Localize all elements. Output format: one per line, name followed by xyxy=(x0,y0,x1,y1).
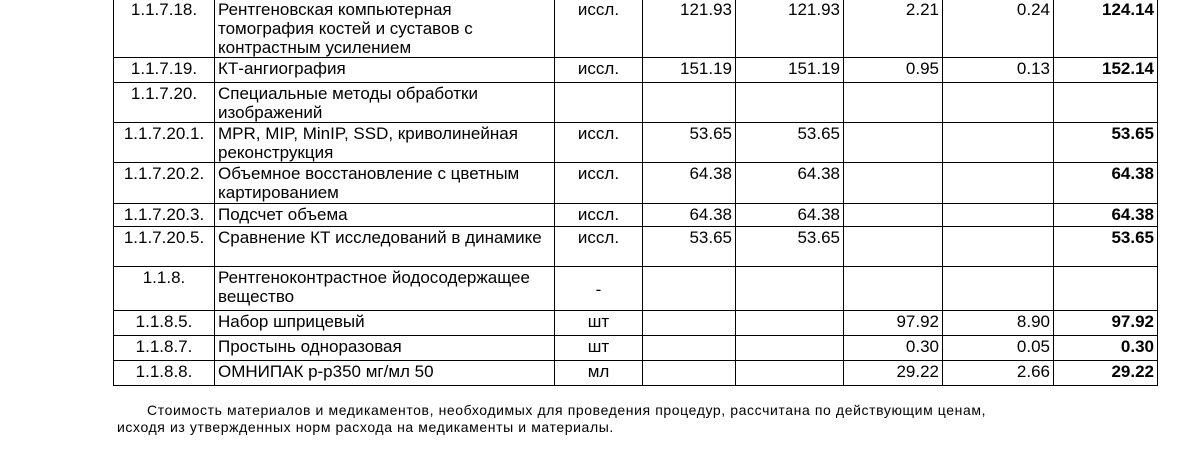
row-value-1: 64.38 xyxy=(643,204,736,227)
row-value-4 xyxy=(943,267,1054,311)
row-value-1: 64.38 xyxy=(643,163,736,204)
row-value-3: 2.21 xyxy=(844,0,943,58)
row-unit: иссл. xyxy=(555,163,643,204)
row-value-2: 64.38 xyxy=(736,163,844,204)
row-value-4 xyxy=(943,123,1054,163)
row-name: Рентгеноконтрастное йодосодержащее вещество xyxy=(215,267,555,311)
row-value-1 xyxy=(643,83,736,123)
footnote-line-1: Стоимость материалов и медикаментов, необходимых для проведения процедур, рассчитана по действующим ценам, xyxy=(147,402,987,418)
row-total: 97.92 xyxy=(1054,311,1158,336)
row-value-1 xyxy=(643,336,736,361)
row-value-1: 53.65 xyxy=(643,123,736,163)
row-unit: иссл. xyxy=(555,227,643,267)
row-total: 53.65 xyxy=(1054,227,1158,267)
row-value-2 xyxy=(736,83,844,123)
row-value-2: 53.65 xyxy=(736,227,844,267)
row-value-1 xyxy=(643,361,736,386)
row-value-3 xyxy=(844,83,943,123)
row-total: 64.38 xyxy=(1054,163,1158,204)
row-value-4: 0.24 xyxy=(943,0,1054,58)
row-name: Специальные методы обработки изображений xyxy=(215,83,555,123)
row-value-1: 151.19 xyxy=(643,58,736,83)
row-value-3 xyxy=(844,267,943,311)
row-value-4 xyxy=(943,204,1054,227)
row-value-3 xyxy=(844,163,943,204)
row-name: Набор шприцевый xyxy=(215,311,555,336)
table-row xyxy=(114,361,1158,386)
row-value-4: 0.13 xyxy=(943,58,1054,83)
table-row xyxy=(114,163,1158,204)
footnote-line-2: исходя из утвержденных норм расхода на медикаменты и материалы. xyxy=(117,419,614,435)
row-name: Простынь одноразовая xyxy=(215,336,555,361)
table-row xyxy=(114,58,1158,83)
table-row xyxy=(114,0,1158,58)
row-code: 1.1.7.20.5. xyxy=(114,227,215,267)
row-code: 1.1.7.20. xyxy=(114,83,215,123)
row-value-2: 121.93 xyxy=(736,0,844,58)
row-code: 1.1.7.19. xyxy=(114,58,215,83)
row-value-2 xyxy=(736,336,844,361)
row-code: 1.1.8. xyxy=(114,267,215,311)
row-unit: - xyxy=(555,267,643,311)
row-total xyxy=(1054,267,1158,311)
row-total: 64.38 xyxy=(1054,204,1158,227)
row-value-4 xyxy=(943,163,1054,204)
table-row xyxy=(114,267,1158,311)
row-unit: иссл. xyxy=(555,0,643,58)
row-value-4 xyxy=(943,83,1054,123)
table-row xyxy=(114,83,1158,123)
table-row xyxy=(114,123,1158,163)
row-value-4: 0.05 xyxy=(943,336,1054,361)
row-value-1 xyxy=(643,311,736,336)
row-value-2 xyxy=(736,267,844,311)
row-total: 29.22 xyxy=(1054,361,1158,386)
row-unit: иссл. xyxy=(555,58,643,83)
row-value-3 xyxy=(844,123,943,163)
row-name: КТ-ангиография xyxy=(215,58,555,83)
row-unit: шт xyxy=(555,336,643,361)
row-name: Рентгеновская компьютерная томография костей и суставов с контрастным усилением xyxy=(215,0,555,58)
row-code: 1.1.8.5. xyxy=(114,311,215,336)
row-total: 124.14 xyxy=(1054,0,1158,58)
row-code: 1.1.8.8. xyxy=(114,361,215,386)
row-value-3 xyxy=(844,227,943,267)
table-row xyxy=(114,227,1158,267)
row-code: 1.1.7.18. xyxy=(114,0,215,58)
row-value-1: 121.93 xyxy=(643,0,736,58)
row-name: ОМНИПАК р-р350 мг/мл 50 xyxy=(215,361,555,386)
row-total: 0.30 xyxy=(1054,336,1158,361)
table-row xyxy=(114,204,1158,227)
row-total: 53.65 xyxy=(1054,123,1158,163)
row-total xyxy=(1054,83,1158,123)
row-value-2: 64.38 xyxy=(736,204,844,227)
row-code: 1.1.7.20.1. xyxy=(114,123,215,163)
row-unit: шт xyxy=(555,311,643,336)
row-value-3: 0.95 xyxy=(844,58,943,83)
row-name: Объемное восстановление с цветным картированием xyxy=(215,163,555,204)
row-value-1 xyxy=(643,267,736,311)
row-value-2: 53.65 xyxy=(736,123,844,163)
row-value-2 xyxy=(736,311,844,336)
row-value-4: 2.66 xyxy=(943,361,1054,386)
row-unit: иссл. xyxy=(555,123,643,163)
row-name: Подсчет объема xyxy=(215,204,555,227)
row-value-1: 53.65 xyxy=(643,227,736,267)
row-value-2 xyxy=(736,361,844,386)
row-unit: мл xyxy=(555,361,643,386)
row-value-4 xyxy=(943,227,1054,267)
table-row xyxy=(114,336,1158,361)
row-unit: иссл. xyxy=(555,204,643,227)
row-value-2: 151.19 xyxy=(736,58,844,83)
row-total: 152.14 xyxy=(1054,58,1158,83)
row-unit xyxy=(555,83,643,123)
footnote xyxy=(117,402,1117,436)
row-value-3: 97.92 xyxy=(844,311,943,336)
row-value-3: 29.22 xyxy=(844,361,943,386)
row-code: 1.1.8.7. xyxy=(114,336,215,361)
row-value-3: 0.30 xyxy=(844,336,943,361)
row-value-4: 8.90 xyxy=(943,311,1054,336)
price-table xyxy=(113,0,1158,386)
row-name: MPR, MIP, MinIP, SSD, криволинейная реконструкция xyxy=(215,123,555,163)
row-value-3 xyxy=(844,204,943,227)
table-row xyxy=(114,311,1158,336)
row-code: 1.1.7.20.3. xyxy=(114,204,215,227)
row-code: 1.1.7.20.2. xyxy=(114,163,215,204)
row-name: Сравнение КТ исследований в динамике xyxy=(215,227,555,267)
